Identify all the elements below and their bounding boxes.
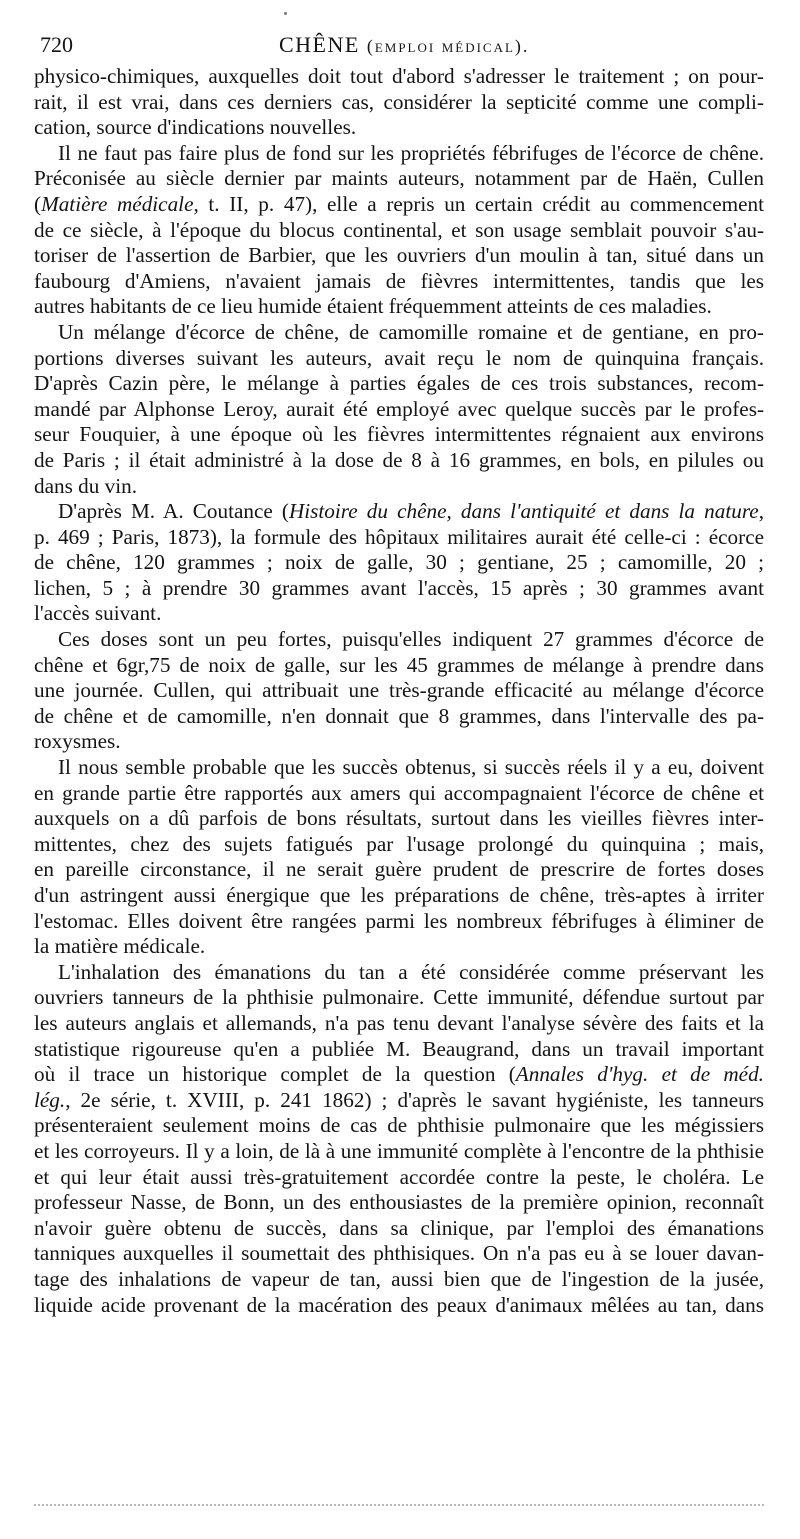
text-line: liquide acide provenant de la macération des peaux d'animaux mêlées au tan, dans — [34, 1292, 764, 1317]
italic-title: Matière médicale — [41, 191, 194, 216]
text-line: faubourg d'Amiens, n'avaient jamais de fièvres intermittentes, tandis que les — [34, 268, 764, 293]
italic-title: Histoire du chêne, dans l'antiquité et dans la nature — [288, 499, 759, 524]
italic-title: Annales d'hyg. et de méd. — [515, 1062, 764, 1087]
book-page — [34, 30, 764, 1530]
paragraph — [34, 627, 764, 755]
text-line: lég., 2e série, t. XVIII, p. 241 1862) ; d'après le savant hygiéniste, les tanneurs — [34, 1087, 764, 1112]
text-line: où il trace un historique complet de la question (Annales d'hyg. et de méd. — [34, 1062, 764, 1087]
text-line: roxysmes. — [34, 729, 121, 754]
text-line: rait, il est vrai, dans ces derniers cas, considérer la septicité comme une compli- — [34, 89, 764, 114]
text-line: D'après Cazin père, le mélange à parties égales de ces trois substances, recom- — [34, 371, 764, 396]
page-number: 720 — [40, 32, 73, 57]
paragraph — [34, 320, 764, 499]
text-line: d'un astringent aussi énergique que les préparations de chêne, très-aptes à irriter — [34, 883, 764, 907]
text-line: dans du vin. — [34, 473, 137, 498]
text-line: seur Fouquier, à une époque où les fièvres intermittentes régnaient aux environs — [34, 422, 764, 447]
text-line: Un mélange d'écorce de chêne, de camomille romaine et de gentiane, en pro- — [58, 319, 764, 344]
ink-speck — [284, 12, 287, 15]
text-line: de ce siècle, à l'époque du blocus continental, et son usage semblait pouvoir s'au- — [34, 217, 764, 242]
text-line: p. 469 ; Paris, 1873), la formule des hôpitaux militaires aurait été celle-ci : écorce — [34, 524, 764, 549]
header-title-sub: (emploi médical). — [366, 36, 530, 56]
text-line: Préconisée au siècle dernier par maints auteurs, notamment par de Haën, Cullen — [34, 166, 764, 191]
text-line: physico-chimiques, auxquelles doit tout d'abord s'adresser le traitement ; on pour- — [34, 64, 764, 88]
text-line: la matière médicale. — [34, 934, 206, 959]
body-text — [34, 64, 764, 1318]
text-line: en pareille circonstance, il ne serait guère prudent de prescrire de fortes doses — [34, 857, 764, 882]
text-line: et les corroyeurs. Il y a loin, de là à une immunité complète à l'encontre de la phthisie — [34, 1138, 764, 1163]
text-line: Ces doses sont un peu fortes, puisqu'elles indiquent 27 grammes d'écorce de — [58, 627, 764, 652]
text-line: statistique rigoureuse qu'en a publiée M. Beaugrand, dans un travail important — [34, 1036, 764, 1061]
text-line: auxquels on a dû parfois de bons résultats, surtout dans les vieilles fièvres inter- — [34, 806, 764, 831]
text-line: mittentes, chez des sujets fatigués par l'usage prolongé du quinquina ; mais, — [34, 831, 764, 856]
paragraph — [34, 64, 764, 141]
paragraph — [34, 960, 764, 1318]
text-line: D'après M. A. Coutance (Histoire du chêne, dans l'antiquité et dans la nature, — [58, 499, 764, 524]
text-line: tanniques auxquelles il soumettait des phthisiques. On n'a pas eu à se louer davan- — [34, 1241, 764, 1266]
paragraph — [34, 499, 764, 627]
text-line: les auteurs anglais et allemands, n'a pas tenu devant l'analyse sévère des faits et la — [34, 1010, 764, 1035]
text-line: cation, source d'indications nouvelles. — [34, 115, 357, 140]
italic-title: lég. — [34, 1087, 66, 1112]
text-line: de chêne et de camomille, n'en donnait que 8 grammes, dans l'intervalle des pa- — [34, 703, 764, 728]
text-line: autres habitants de ce lieu humide étaient fréquemment atteints de ces maladies. — [34, 294, 712, 319]
text-line: professeur Nasse, de Bonn, un des enthousiastes de la première opinion, reconnaît — [34, 1190, 764, 1215]
paragraph — [34, 141, 764, 320]
text-line: (Matière médicale, t. II, p. 47), elle a repris un certain crédit au commencement — [34, 191, 764, 216]
text-line: mandé par Alphonse Leroy, aurait été employé avec quelque succès par le profes- — [34, 396, 764, 421]
text-line: portions diverses suivant les auteurs, avait reçu le nom de quinquina français. — [34, 345, 764, 370]
text-line: de Paris ; il était administré à la dose de 8 à 16 grammes, en bols, en pilules ou — [34, 447, 764, 472]
header-title — [279, 32, 529, 58]
text-line: L'inhalation des émanations du tan a été considérée comme préservant les — [58, 959, 764, 984]
header-title-main: CHÊNE — [279, 32, 360, 57]
text-line: l'estomac. Elles doivent être rangées parmi les nombreux fébrifuges à éliminer de — [34, 908, 764, 933]
text-line: une journée. Cullen, qui attribuait une très-grande efficacité au mélange d'écorce — [34, 678, 764, 703]
running-head — [34, 30, 764, 64]
text-line: et qui leur était aussi très-gratuitement accordée contre la peste, le choléra. Le — [34, 1164, 764, 1189]
text-line: tage des inhalations de vapeur de tan, aussi bien que de l'ingestion de la jusée, — [34, 1266, 764, 1291]
text-line: ouvriers tanneurs de la phthisie pulmonaire. Cette immunité, défendue surtout par — [34, 985, 764, 1010]
paragraph — [34, 755, 764, 960]
text-line: l'accès suivant. — [34, 601, 162, 626]
text-line: n'avoir guère obtenu de succès, dans sa clinique, par l'emploi des émanations — [34, 1215, 764, 1240]
text-line: lichen, 5 ; à prendre 30 grammes avant l'accès, 15 après ; 30 grammes avant — [34, 575, 764, 600]
text-line: Il nous semble probable que les succès obtenus, si succès réels il y a eu, doivent — [58, 755, 764, 780]
text-line: toriser de l'assertion de Barbier, que les ouvriers d'un moulin à tan, situé dans un — [34, 243, 764, 268]
text-line: en grande partie être rapportés aux amers qui accompagnaient l'écorce de chêne et — [34, 780, 764, 805]
text-line: de chêne, 120 grammes ; noix de galle, 30 ; gentiane, 25 ; camomille, 20 ; — [34, 550, 764, 575]
text-line: chêne et 6gr,75 de noix de galle, sur les 45 grammes de mélange à prendre dans — [34, 652, 764, 677]
text-line: présenteraient seulement moins de cas de phthisie pulmonaire que les mégissiers — [34, 1113, 764, 1138]
footer-dotted-rule — [34, 1500, 764, 1506]
text-line: Il ne faut pas faire plus de fond sur les propriétés fébrifuges de l'écorce de chêne. — [58, 140, 764, 165]
